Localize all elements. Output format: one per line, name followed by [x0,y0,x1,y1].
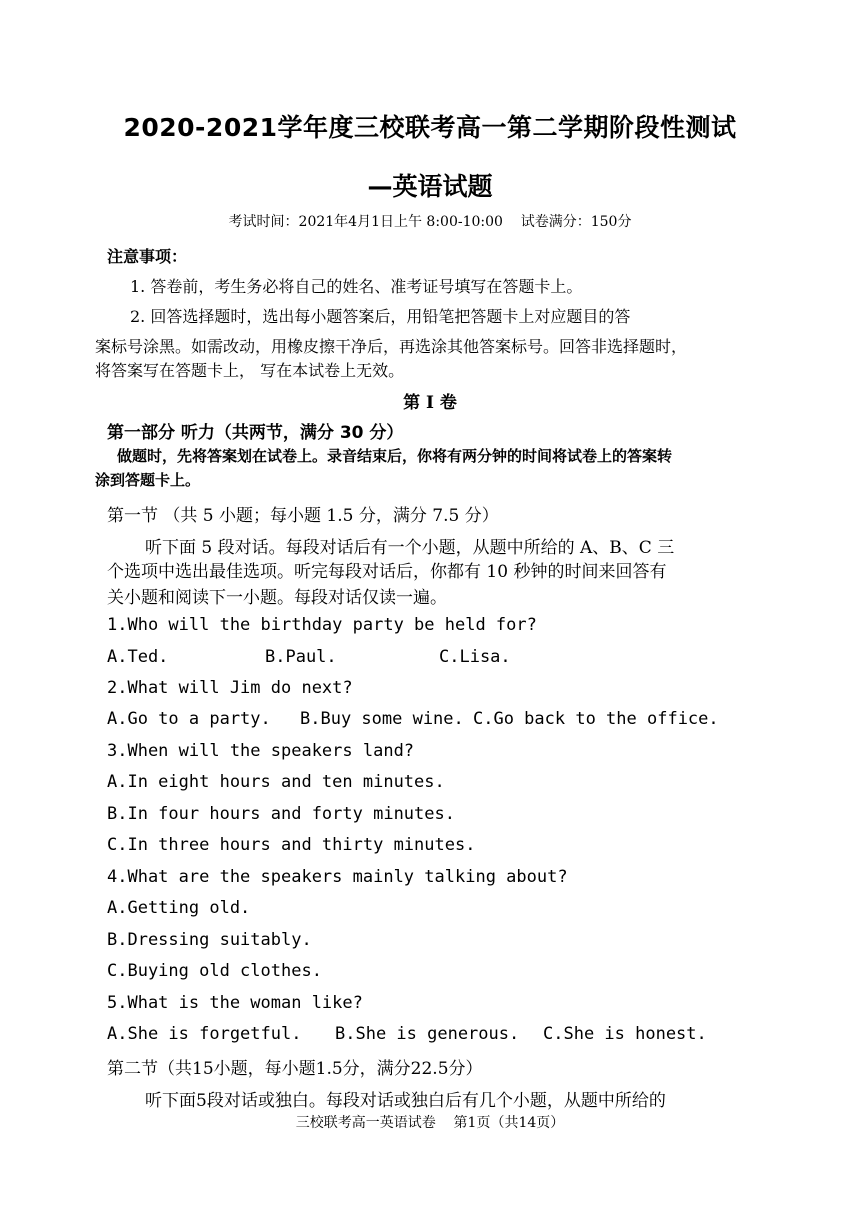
notice-item-2: 2. 回答选择题时，选出每小题答案后，用铅笔把答题卡上对应题目的答 [130,307,631,326]
section1-heading: 第一节 （共 5 小题；每小题 1.5 分，满分 7.5 分） [107,506,499,526]
q2-option-c: C.Go back to the office. [473,709,719,729]
exam-title: 2020-2021学年度三校联考高一第二学期阶段性测试 [123,113,737,142]
q2-option-b: B.Buy some wine. [300,709,464,729]
page-footer: 三校联考高一英语试卷 第1页（共14页） [295,1115,565,1131]
part1-heading: 第一部分 听力（共两节，满分 30 分） [107,423,404,443]
q5-option-a: A.She is forgetful. [107,1024,302,1044]
question-5: 5.What is the woman like? [107,993,363,1013]
question-1: 1.Who will the birthday party be held for? [107,615,537,635]
q5-option-c: C.She is honest. [543,1024,707,1044]
q4-option-a: A.Getting old. [107,898,251,918]
q3-option-b: B.In four hours and forty minutes. [107,804,455,824]
q5-option-b: B.She is generous. [335,1024,520,1044]
q1-option-c: C.Lisa. [439,647,511,667]
exam-subtitle: —英语试题 [367,172,493,201]
question-2: 2.What will Jim do next? [107,678,353,698]
q3-option-a: A.In eight hours and ten minutes. [107,772,445,792]
section2-heading: 第二节（共15小题，每小题1.5分，满分22.5分） [107,1059,483,1079]
q1-option-a: A.Ted. [107,647,169,667]
section1-directions-cont: 个选项中选出最佳选项。听完每段对话后，你都有 10 秒钟的时间来回答有 [107,562,667,582]
q4-option-c: C.Buying old clothes. [107,961,322,981]
notice-heading: 注意事项： [107,247,188,266]
question-4: 4.What are the speakers mainly talking about? [107,867,568,887]
section1-directions: 听下面 5 段对话。每段对话后有一个小题，从题中所给的 A、B、C 三 [145,538,675,558]
q2-option-a: A.Go to a party. [107,709,271,729]
part1-instruction-cont: 涂到答题卡上。 [95,471,201,489]
notice-item-1: 1. 答卷前，考生务必将自己的姓名、准考证号填写在答题卡上。 [130,277,583,296]
part1-instruction: 做题时，先将答案划在试卷上。录音结束后，你将有两分钟的时间将试卷上的答案转 [117,447,673,465]
notice-item-2-cont: 将答案写在答题卡上， 写在本试卷上无效。 [95,361,405,380]
q1-option-b: B.Paul. [265,647,337,667]
question-3: 3.When will the speakers land? [107,741,415,761]
exam-time-and-score: 考试时间：2021年4月1日上午 8:00-10:00 试卷满分：150分 [228,214,632,230]
section2-directions: 听下面5段对话或独白。每段对话或独白后有几个小题，从题中所给的 [145,1091,666,1111]
volume-heading: 第 I 卷 [403,393,457,413]
notice-item-2-cont: 案标号涂黑。如需改动，用橡皮擦干净后，再选涂其他答案标号。回答非选择题时， [95,337,688,356]
section1-directions-cont: 关小题和阅读下一小题。每段对话仅读一遍。 [107,588,447,608]
q4-option-b: B.Dressing suitably. [107,930,312,950]
q3-option-c: C.In three hours and thirty minutes. [107,835,476,855]
